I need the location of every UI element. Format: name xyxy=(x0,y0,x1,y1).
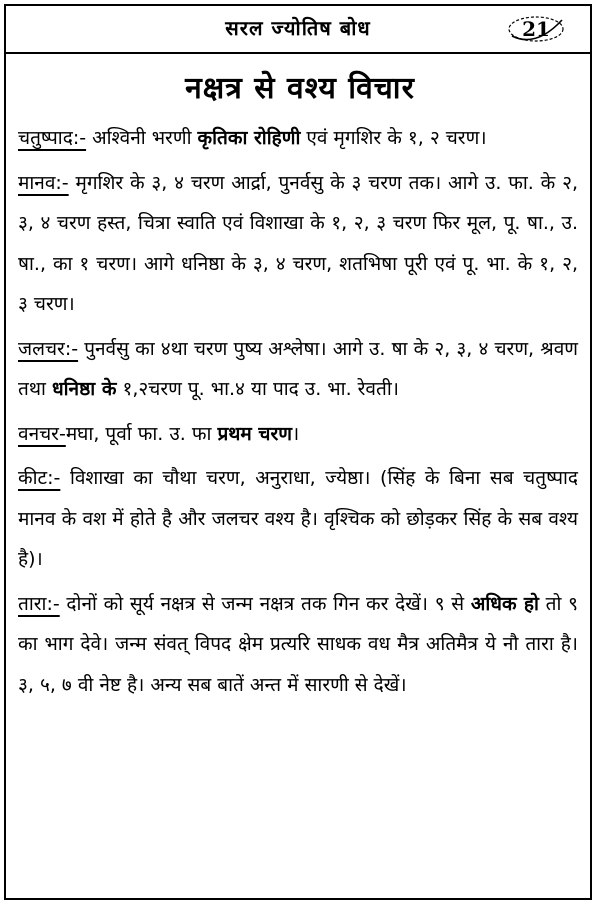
page-title: नक्षत्र से वश्य विचार xyxy=(185,71,415,106)
page-number: 21 xyxy=(522,17,550,41)
section-vanchar xyxy=(18,414,578,455)
section-keet xyxy=(18,458,578,580)
section-manav xyxy=(18,163,578,325)
section-text: तो ९ का भाग देवे। जन्म संवत् विपद क्षेम प्रत्यरि साधक वध मैत्र अतिमैत्र ये नौ तारा है। ३, ५, ७ वी नेष्ट है। अन्य सब बातें अन्त में सारणी से देखें। xyxy=(18,592,578,696)
section-term: चतुष्पाद:- xyxy=(18,127,87,149)
book-title: सरल ज्योतिष बोध xyxy=(225,16,371,40)
section-text: विशाखा का चौथा चरण, अनुराधा, ज्येष्ठा। (सिंह के बिना सब चतुष्पाद मानव के वश में होते है और जलचर वश्य है। वृश्चिक को छोड़कर सिंह के सब वश्य है)। xyxy=(18,467,578,570)
running-header xyxy=(4,4,592,54)
section-text: एवं मृगशिर के १, २ चरण। xyxy=(300,127,487,149)
section-bold-text: कृतिका रोहिणी xyxy=(197,127,301,149)
section-text: दोनों को सूर्य नक्षत्र से जन्म नक्षत्र तक गिन कर देखें। ९ से xyxy=(59,592,471,615)
section-bold-text: प्रथम चरण xyxy=(217,422,292,445)
section-term: जलचर:- xyxy=(18,337,79,360)
section-chatushpad xyxy=(18,118,578,159)
document-body xyxy=(18,118,578,705)
section-text: पुनर्वसु का ४था चरण पुष्य अश्लेषा। आगे उ. षा के २, ३, ४ चरण, श्रवण तथा xyxy=(18,337,578,400)
section-term: वनचर- xyxy=(18,422,66,445)
section-jalchar xyxy=(18,329,578,410)
section-text: मघा, पूर्वा फा. उ. फा xyxy=(65,422,218,445)
section-term: कीट:- xyxy=(18,467,61,489)
section-text: अश्विनी भरणी xyxy=(86,127,198,149)
page-number-badge xyxy=(506,12,566,46)
section-text: । xyxy=(292,422,300,445)
section-tara xyxy=(18,584,578,706)
section-text: मृगशिर के ३, ४ चरण आर्द्रा, पुनर्वसु के ३ चरण तक। आगे उ. फा. के २, ३, ४ चरण हस्त, चित्रा स्वाति एवं विशाखा के १, २, ३ चरण फिर मूल, पू. षा., उ. षा., का १ चरण। आगे धनिष्ठा के ३, ४ चरण, शतभिषा पूरी एवं पू. भा. के १, २, ३ चरण। xyxy=(18,171,578,315)
section-bold-text: धनिष्ठा के xyxy=(51,378,117,400)
section-bold-text: अधिक हो xyxy=(470,592,539,615)
section-text: १,२चरण पू. भा.४ या पाद उ. भा. रेवती। xyxy=(116,378,399,400)
section-term: तारा:- xyxy=(18,592,60,615)
section-term: मानव:- xyxy=(18,171,69,194)
